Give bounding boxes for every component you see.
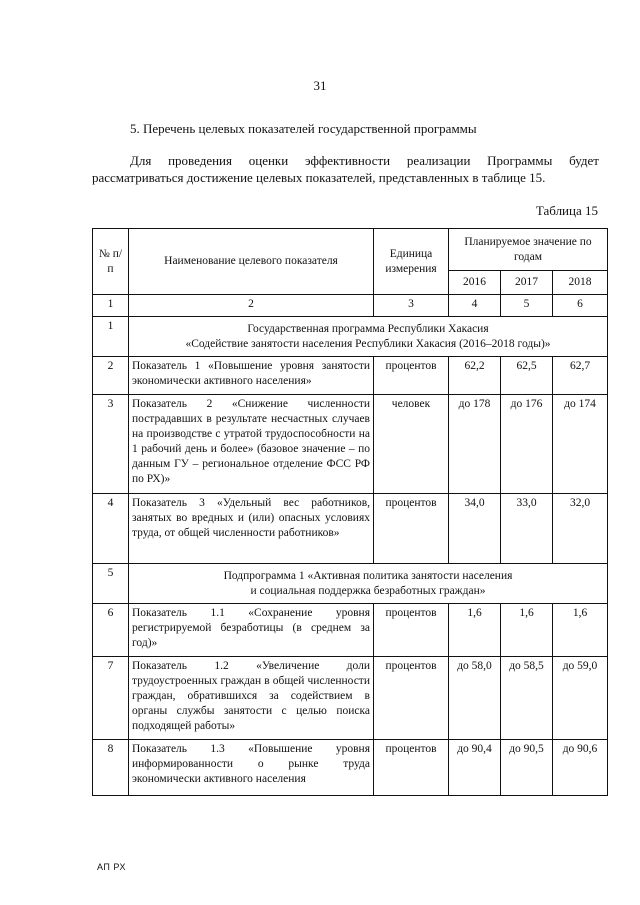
section-row-subprogram <box>93 564 608 604</box>
intro-word: Для <box>130 153 152 168</box>
row-num: 8 <box>93 740 129 796</box>
value-2018: до 59,0 <box>553 657 608 740</box>
page-number: 31 <box>313 78 327 93</box>
row-num: 7 <box>93 657 129 740</box>
table-label: Таблица 15 <box>535 203 598 218</box>
header-planned: Планируемое значение по годам <box>449 229 608 271</box>
indicator-name: Показатель 1.1 «Сохранение уровня регистрируемой безработицы (в среднем за год)» <box>129 604 374 657</box>
column-number: 1 <box>93 295 129 317</box>
intro-word: эффективности <box>304 153 391 168</box>
value-2018: 62,7 <box>553 357 608 395</box>
table-row <box>93 657 608 740</box>
row-num: 4 <box>93 494 129 564</box>
row-num: 1 <box>93 317 129 357</box>
indicator-name: Показатель 1.2 «Увеличение доли трудоустроенных граждан в общей численности граждан, обратившихся за содействием в органы службы занятости с целью поиска подходящей работы» <box>129 657 374 740</box>
header-year-2017: 2017 <box>501 271 553 295</box>
intro-word: реализации <box>406 153 471 168</box>
row-num: 2 <box>93 357 129 395</box>
intro-word: Программы <box>487 153 553 168</box>
header-name: Наименование целевого показателя <box>129 229 374 295</box>
table-row <box>93 494 608 564</box>
header-unit: Единица измерения <box>374 229 449 295</box>
section-title <box>129 564 608 604</box>
section-row-program <box>93 317 608 357</box>
value-2018: 32,0 <box>553 494 608 564</box>
intro-word: проведения <box>168 153 232 168</box>
intro-line-1 <box>92 152 599 169</box>
section-title <box>129 317 608 357</box>
column-number-row <box>93 295 608 317</box>
indicator-unit: человек <box>374 395 449 494</box>
column-number: 5 <box>501 295 553 317</box>
section-title-line: Подпрограмма 1 «Активная политика занятости населения <box>223 569 513 582</box>
value-2016: до 58,0 <box>449 657 501 740</box>
value-2017: до 90,5 <box>501 740 553 796</box>
value-2018: до 174 <box>553 395 608 494</box>
indicator-unit: процентов <box>374 740 449 796</box>
intro-word: оценки <box>248 153 289 168</box>
value-2016: до 90,4 <box>449 740 501 796</box>
indicator-unit: процентов <box>374 357 449 395</box>
header-row <box>93 229 608 271</box>
intro-line-2: рассматриваться достижение целевых показателей, представленных в таблице 15. <box>92 170 546 185</box>
row-num: 5 <box>93 564 129 604</box>
value-2018: до 90,6 <box>553 740 608 796</box>
value-2016: до 178 <box>449 395 501 494</box>
value-2017: 1,6 <box>501 604 553 657</box>
section-heading: 5. Перечень целевых показателей государственной программы <box>130 121 477 136</box>
indicator-name: Показатель 1.3 «Повышение уровня информированности о рынке труда экономически активного населения <box>129 740 374 796</box>
table-row <box>93 395 608 494</box>
column-number: 3 <box>374 295 449 317</box>
target-indicators-table <box>92 228 608 796</box>
footer-stamp: АП РХ <box>97 862 126 872</box>
intro-paragraph <box>92 152 599 186</box>
indicator-unit: процентов <box>374 604 449 657</box>
section-title-line: Государственная программа Республики Хакасия <box>247 322 489 335</box>
value-2017: 33,0 <box>501 494 553 564</box>
value-2016: 62,2 <box>449 357 501 395</box>
indicator-name: Показатель 3 «Удельный вес работников, занятых во вредных и (или) опасных условиях труда, от общей численности работников» <box>129 494 374 564</box>
header-year-2016: 2016 <box>449 271 501 295</box>
section-title-line: и социальная поддержка безработных граждан» <box>250 584 486 597</box>
indicator-unit: процентов <box>374 657 449 740</box>
value-2017: до 176 <box>501 395 553 494</box>
intro-word: будет <box>569 153 599 168</box>
value-2017: до 58,5 <box>501 657 553 740</box>
row-num: 6 <box>93 604 129 657</box>
value-2016: 34,0 <box>449 494 501 564</box>
indicator-unit: процентов <box>374 494 449 564</box>
header-num: № п/п <box>93 229 129 295</box>
value-2016: 1,6 <box>449 604 501 657</box>
indicator-name: Показатель 2 «Снижение численности пострадавших в результате несчастных случаев на производстве с утратой трудоспособности на 1 рабочий день и более» (базовое значение – по данным ГУ – региональное отделение ФСС РФ по РХ)» <box>129 395 374 494</box>
column-number: 4 <box>449 295 501 317</box>
section-title-line: «Содействие занятости населения Республики Хакасия (2016–2018 годы)» <box>185 337 551 350</box>
value-2018: 1,6 <box>553 604 608 657</box>
header-year-2018: 2018 <box>553 271 608 295</box>
table-row <box>93 740 608 796</box>
table-row <box>93 604 608 657</box>
table-row <box>93 357 608 395</box>
value-2017: 62,5 <box>501 357 553 395</box>
column-number: 6 <box>553 295 608 317</box>
column-number: 2 <box>129 295 374 317</box>
row-num: 3 <box>93 395 129 494</box>
indicator-name: Показатель 1 «Повышение уровня занятости экономически активного населения» <box>129 357 374 395</box>
